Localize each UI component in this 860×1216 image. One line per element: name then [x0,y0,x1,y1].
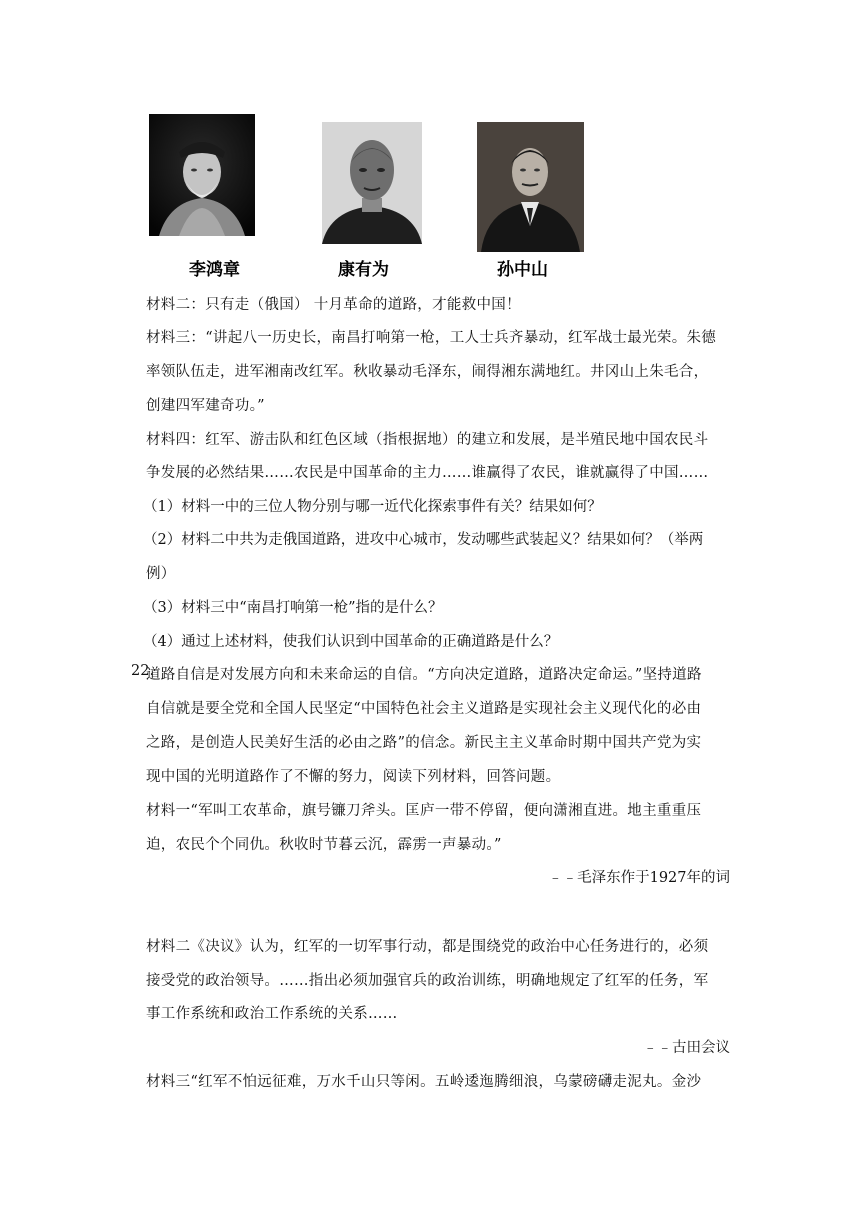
q22-intro-line4: 现中国的光明道路作了不懈的努力，阅读下列材料，回答问题。 [146,769,561,785]
q22-material1-line2: 迫，农民个个同仇。秋收时节暮云沉，霹雳一声暴动。” [146,837,502,853]
portrait-kang-youwei-icon [322,122,422,244]
q22-material3-line1: 材料三“红军不怕远征难，万水千山只等闲。五岭逶迤腾细浪，乌蒙磅礴走泥丸。金沙 [146,1074,702,1090]
q22-material1-line1: 材料一“军叫工农革命，旗号镰刀斧头。匡庐一带不停留，便向潇湘直进。地主重重压 [146,803,702,819]
q22-intro-line3: 之路，是创造人民美好生活的必由之路”的信念。新民主主义革命时期中国共产党为实 [146,735,702,751]
caption-li-hongzhang: 李鸿章 [189,260,240,280]
q22-material2-line3: 事工作系统和政治工作系统的关系…… [146,1006,398,1022]
q21-material2: 材料二：只有走（俄国） 十月革命的道路，才能救中国！ [146,297,521,313]
q21-question2-line1: （2）材料二中共为走俄国道路，进攻中心城市，发动哪些武装起义？结果如何？（举两 [143,532,704,548]
q21-question4: （4）通过上述材料，使我们认识到中国革命的正确道路是什么？ [143,634,559,650]
q21-material3-line2: 率领队伍走，进军湘南改红军。秋收暴动毛泽东，闹得湘东满地红。井冈山上朱毛合， [146,364,709,380]
caption-kang-youwei: 康有为 [338,260,389,280]
q21-material4-line1: 材料四：红军、游击队和红色区域（指根据地）的建立和发展，是半殖民地中国农民斗 [146,432,709,448]
q22-intro-line2: 自信就是要全党和全国人民坚定“中国特色社会主义道路是实现社会主义现代化的必由 [146,701,702,717]
q22-intro-line1: 道路自信是对发展方向和未来命运的自信。“方向决定道路，道路决定命运。”坚持道路 [146,667,702,683]
q21-question3: （3）材料三中“南昌打响第一枪”指的是什么？ [143,600,443,616]
q22-material2-source: ﹣﹣古田会议 [643,1040,730,1056]
portrait-li-hongzhang-icon [149,114,255,236]
q22-material2-line2: 接受党的政治领导。……指出必须加强官兵的政治训练，明确地规定了红军的任务，军 [146,973,709,989]
q21-material3-line3: 创建四军建奇功。” [146,398,265,414]
portrait-sun-yatsen [477,122,584,252]
q21-material4-line2: 争发展的必然结果……农民是中国革命的主力……谁赢得了农民，谁就赢得了中国…… [146,465,709,481]
portrait-kang-youwei [322,122,422,244]
q22-material1-source: ﹣﹣毛泽东作于1927年的词 [548,870,730,886]
q21-question1: （1）材料一中的三位人物分别与哪一近代化探索事件有关？结果如何？ [143,499,602,515]
portrait-sun-yatsen-icon [477,122,584,252]
q21-question2-line2: 例） [146,566,176,582]
q22-material2-line1: 材料二《决议》认为，红军的一切军事行动，都是围绕党的政治中心任务进行的，必须 [146,939,709,955]
q21-material3-line1: 材料三：“讲起八一历史长，南昌打响第一枪，工人士兵齐暴动，红军战士最光荣。朱德 [146,330,717,346]
q22-number: 22. [131,663,155,679]
portrait-li-hongzhang [149,114,255,236]
caption-sun-yatsen: 孙中山 [497,260,548,280]
